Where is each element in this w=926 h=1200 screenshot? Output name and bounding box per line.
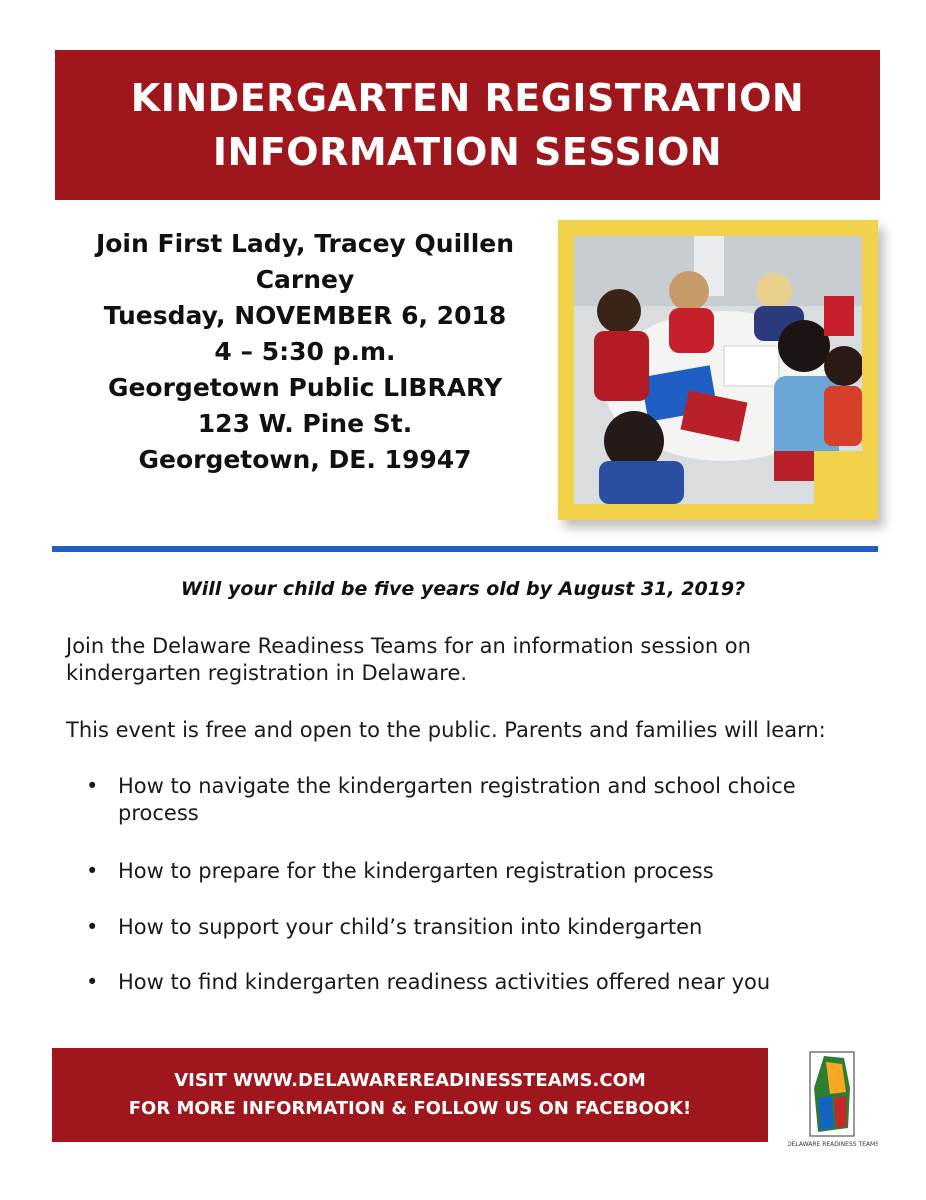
header-title-line-2: INFORMATION SESSION — [212, 130, 723, 174]
eligibility-question: Will your child be five years old by August 31, 2019? — [180, 578, 746, 600]
event-date: Tuesday, NOVEMBER 6, 2018 — [103, 301, 507, 330]
delaware-readiness-teams-logo — [788, 1048, 878, 1150]
event-street: 123 W. Pine St. — [197, 409, 413, 438]
photo-frame — [558, 220, 878, 520]
bullet-text: How to find kindergarten readiness activities offered near you — [118, 970, 771, 994]
lead-paragraph: This event is free and open to the public. Parents and families will learn: — [66, 718, 826, 742]
event-city: Georgetown, DE. 19947 — [138, 445, 472, 474]
bullet-icon: • — [86, 970, 99, 994]
footer-banner — [52, 1048, 768, 1142]
intro-paragraph: Join the Delaware Readiness Teams for an information session on kindergarten registration in Delaware. — [66, 634, 751, 685]
header-title-line-1: KINDERGARTEN REGISTRATION — [130, 76, 805, 120]
bullet-icon: • — [86, 859, 99, 883]
bullet-text: How to prepare for the kindergarten registration process — [118, 859, 714, 883]
section-divider — [52, 546, 878, 552]
event-time: 4 – 5:30 p.m. — [214, 337, 396, 366]
bullet-icon: • — [86, 774, 99, 798]
footer-facebook-line: FOR MORE INFORMATION & FOLLOW US ON FACEBOOK! — [128, 1098, 692, 1119]
header-banner — [55, 50, 880, 200]
svg-text:DELAWARE READINESS TEAMS: DELAWARE READINESS TEAMS — [788, 1141, 878, 1148]
bullet-text: How to support your child’s transition into kindergarten — [118, 915, 703, 939]
children-photo — [574, 236, 862, 504]
event-venue: Georgetown Public LIBRARY — [107, 373, 503, 402]
bullet-icon: • — [86, 915, 99, 939]
delaware-map-logo-icon — [788, 1048, 878, 1150]
footer-website-line[interactable]: VISIT WWW.DELAWAREREADINESSTEAMS.COM — [174, 1070, 646, 1091]
bullet-text: How to navigate the kindergarten registration and school choice process — [118, 774, 796, 825]
host-line: Join First Lady, Tracey Quillen — [95, 229, 515, 258]
children-at-table-illustration — [574, 236, 862, 504]
event-details — [60, 226, 550, 478]
host-line-continued: Carney — [255, 265, 355, 294]
